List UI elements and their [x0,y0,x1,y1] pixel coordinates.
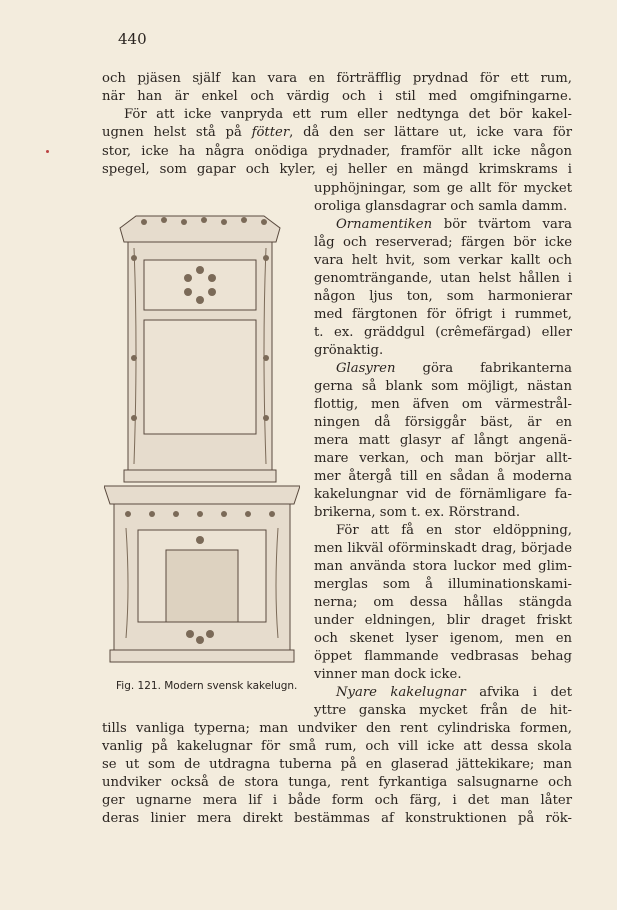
text-line: Nyare kakelugnar afvika i det [336,685,572,700]
text-line: genomträngande, utan helst hållen i [314,271,572,286]
text-line: ger ugnarne mera lif i både form och färg, i det man låter [102,793,572,808]
text-line: ningen då försiggår bäst, är en [314,415,572,430]
text-line: kakelungnar vid de förnämligare fa- [314,487,572,502]
text-line: mer återgå till en sådan å moderna [314,469,572,484]
text-line: låg och reserverad; färgen bör icke [314,235,572,250]
stove-illustration [104,208,300,670]
text-line: deras linier mera direkt bestämmas af konstruktionen på rök- [102,811,572,826]
text-line: flottig, men äfven om värmestrål- [314,397,572,412]
text-line: grönaktig. [314,343,384,358]
text-line: Glasyren göra fabrikanterna [336,361,572,376]
page-number: 440 [118,30,147,48]
text-line: men likväl oförminskadt drag, började [314,541,572,556]
text-line: yttre ganska mycket från de hit- [314,703,572,718]
text-line: oroliga glansdagrar och samla damm. [314,199,568,214]
text-line: brikerna, som t. ex. Rörstrand. [314,505,521,520]
margin-mark [46,150,49,153]
text-line: och skenet lyser igenom, men en [314,631,572,646]
text-line: vara helt hvit, som verkar kallt och [314,253,572,268]
text-line: undviker också de stora tunga, rent fyrkantiga salsugnarne och [102,775,572,790]
text-line: gerna så blank som möjligt, nästan [314,379,572,394]
text-line: med färgtonen för öfrigt i rummet, [314,307,572,322]
text-line: öppet flammande vedbrasas behag [314,649,572,664]
figure-caption: Fig. 121. Modern svensk kakelugn. [116,680,298,692]
text-line: och pjäsen själf kan vara en förträfflig prydnad för ett rum, [102,71,572,86]
text-line: För att icke vanpryda ett rum eller nedtynga det bör kakel- [124,107,572,122]
text-line: tills vanliga typerna; man undviker den rent cylindriska formen, [102,721,572,736]
text-line: t. ex. gräddgul (crêmefärgad) eller [314,325,572,340]
text-line: vinner man dock icke. [314,667,462,682]
text-line: För att få en stor eldöppning, [336,523,572,538]
text-line: stor, icke ha några onödiga prydnader, framför allt icke någon [102,144,572,159]
text-line: under eldningen, blir draget friskt [314,613,572,628]
text-line: när han är enkel och värdig och i stil med omgifningarne. [102,89,572,104]
text-line: Ornamentiken bör tvärtom vara [336,217,572,232]
text-line: nerna; om dessa hållas stängda [314,595,572,610]
text-line: någon ljus ton, som harmonierar [314,289,572,304]
text-line: spegel, som gapar och kyler, ej heller en mängd krimskrams i [102,162,572,177]
text-line: mare verkan, och man börjar allt- [314,451,572,466]
text-line: merglas som å illuminationskami- [314,577,572,592]
text-line: upphöjningar, som ge allt för mycket [314,181,572,196]
text-line: ugnen helst stå på fötter, då den ser lättare ut, icke vara för [102,125,572,140]
text-line: vanlig på kakelugnar för små rum, och vill icke att dessa skola [102,739,572,754]
text-line: se ut som de utdragna tuberna på en glaserad jättekikare; man [102,757,572,772]
text-line: mera matt glasyr af långt angenä- [314,433,572,448]
text-line: man använda stora luckor med glim- [314,559,572,574]
